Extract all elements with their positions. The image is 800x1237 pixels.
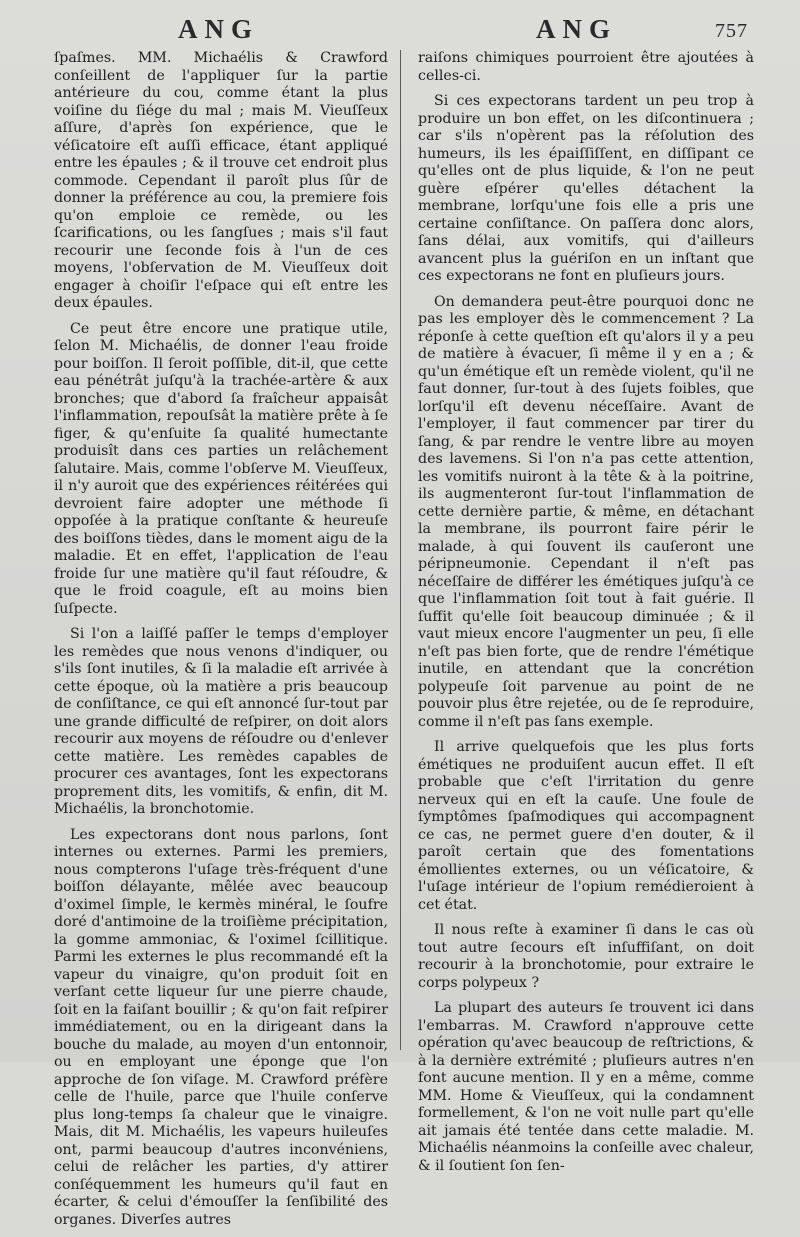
running-head-right: ANG: [536, 14, 617, 44]
paragraph: ſpaſmes. MM. Michaélis & Crawford conſeillent de l'appliquer ſur la partie antérieure du cou, comme étant la plus voiſine du ſiége du mal ; mais M. Vieuſſeux aſſure, d'après ſon expérience, que le véſicatoire eſt auſſi efficace, étant appliqué entre les épaules ; & il trouve cet endroit plus commode. Cependant il paroît plus ſûr de donner la préférence au cou, la premiere fois qu'on emploie ce remède, ou les ſcarifications, ou les ſangſues ; mais s'il faut recourir une ſeconde fois à l'un de ces moyens, l'obſervation de M. Vieuſſeux doit engager à choiſir l'eſpace qui eſt entre les deux épaules.: [54, 50, 388, 311]
paragraph: Si l'on a laiſſé paſſer le temps d'employer les remèdes que nous venons d'indiquer, ou s'ils ſont inutiles, & ſi la maladie eſt arrivée à cette époque, où la matière a pris beaucoup de conſiſtance, ce qui eſt annoncé ſur-tout par une grande difficulté de reſpirer, on doit alors recourir aux moyens de réſoudre ou d'enlever cette matière. Les remèdes capables de procurer ces avantages, ſont les expectorans proprement dits, les vomitifs, & enfin, dit M. Michaélis, la bronchotomie.: [54, 626, 388, 817]
paragraph: Ce peut être encore une pratique utile, ſelon M. Michaélis, de donner l'eau froide pour boiſſon. Il ſeroit poſſible, dit-il, que cette eau pénétrât juſqu'à la trachée-artère & aux bronches; que d'abord ſa fraîcheur appaisât l'inflammation, repouſsât la matière prête à ſe figer, & qu'enſuite ſa qualité humectante produisît dans ces parties un relâchement ſalutaire. Mais, comme l'obſerve M. Vieuſſeux, il n'y auroit que des expériences réitérées qui devroient faire adopter une méthode ſi oppoſée à la pratique conſtante & heureuſe des boiſſons tièdes, dans le moment aigu de la maladie. Et en effet, l'application de l'eau froide ſur une matière qu'il faut réſoudre, & que le froid coagule, eſt au moins bien ſuſpecte.: [54, 320, 388, 617]
page-number: 757: [715, 20, 748, 42]
paragraph: La plupart des auteurs ſe trouvent ici dans l'embarras. M. Crawford n'approuve cette opération qu'avec beaucoup de reſtrictions, & à la dernière extrémité ; pluſieurs autres n'en font aucune mention. Il y en a même, comme MM. Home & Vieuſſeux, qui la condamnent formellement, & l'on ne voit nulle part qu'elle ait jamais été tentée dans cette maladie. M. Michaélis néanmoins la conſeille avec chaleur, & il ſoutient ſon ſen-: [418, 1000, 754, 1174]
paragraph: Il nous reſte à examiner ſi dans le cas où tout autre ſecours eſt inſuffiſant, on doit recourir à la bronchotomie, pour extraire le corps polypeux ?: [418, 922, 754, 991]
left-column: [54, 50, 388, 1237]
column-divider: [400, 50, 401, 1050]
paragraph: Si ces expectorans tardent un peu trop à produire un bon effet, on les diſcontinuera ; car s'ils n'opèrent pas la réſolution des humeurs, ils les épaiſſiſſent, en diſſipant ce qu'elles ont de plus liquide, & l'on ne peut guère eſpérer qu'elles détachent la membrane, lorſqu'une fois elle a pris une certaine conſiſtance. On paſſera donc alors, ſans délai, aux vomitifs, qui d'ailleurs avancent plus la guériſon en un inſtant que ces expectorans ne font en pluſieurs jours.: [418, 93, 754, 284]
paragraph: On demandera peut-être pourquoi donc ne pas les employer dès le commencement ? La réponſe à cette queſtion eſt qu'alors il y a peu de matière à évacuer, ſi même il y en a ; & qu'un émétique eſt un remède violent, qu'il ne faut donner, ſur-tout à des ſujets foibles, que lorſqu'il eſt devenu néceſſaire. Avant de l'employer, il faut commencer par tirer du ſang, & par rendre le ventre libre au moyen des lavemens. Si l'on n'a pas cette attention, les vomitifs nuiront à la tête & à la poitrine, ils augmenteront ſur-tout l'inflammation de cette dernière partie, & même, en détachant la membrane, ils pourront faire périr le malade, à qui ſouvent ils cauſeront une péripneumonie. Cependant il n'eſt pas néceſſaire de différer les émétiques juſqu'à ce que l'inflammation ſoit tout à fait guérie. Il ſuffit qu'elle ſoit beaucoup diminuée ; & il vaut mieux encore l'augmenter un peu, ſi elle n'eſt pas bien forte, que de rendre l'émétique inutile, en attendant que la concrétion polypeuſe ſoit parvenue au point de ne pouvoir plus être rejetée, ou de ſe reproduire, comme il n'eſt pas ſans exemple.: [418, 293, 754, 730]
running-head-left: ANG: [178, 14, 259, 44]
paragraph: Les expectorans dont nous parlons, ſont internes ou externes. Parmi les premiers, nous compterons l'uſage très-fréquent d'une boiſſon délayante, mêlée avec beaucoup d'oximel ſimple, le kermès minéral, le ſoufre doré d'antimoine de la troiſième précipitation, la gomme ammoniac, & l'oximel ſcillitique. Parmi les externes le plus recommandé eſt la vapeur du vinaigre, qu'on produit ſoit en verſant cette liqueur ſur une pierre chaude, ſoit en la faiſant bouillir ; & qu'on fait reſpirer immédiatement, ou en la dirigeant dans la bouche du malade, au moyen d'un entonnoir, ou en employant une éponge que l'on approche de ſon viſage. M. Crawford préfère celle de l'huile, parce que l'huile conſerve plus long-temps ſa chaleur que le vinaigre. Mais, dit M. Michaélis, les vapeurs huileuſes ont, parmi beaucoup d'autres inconvéniens, celui de relâcher les parties, d'y attirer conſéquemment les humeurs qu'il faut en écarter, & celui d'émouſſer la ſenſibilité des organes. Diverſes autres: [54, 826, 388, 1228]
paragraph: Il arrive quelquefois que les plus forts émétiques ne produiſent aucun effet. Il eſt probable que c'eſt l'irritation du genre nerveux qui en eſt la cauſe. Une foule de ſymptômes ſpaſmodiques qui accompagnent ce cas, ne permet guere d'en douter, & il paroît certain que des fomentations émollientes externes, ou un véſicatoire, & l'uſage intérieur de l'opium remédieroient à cet état.: [418, 739, 754, 913]
right-column: [418, 50, 754, 1183]
running-header: [0, 12, 800, 48]
paragraph: raiſons chimiques pourroient être ajoutées à celles-ci.: [418, 50, 754, 84]
